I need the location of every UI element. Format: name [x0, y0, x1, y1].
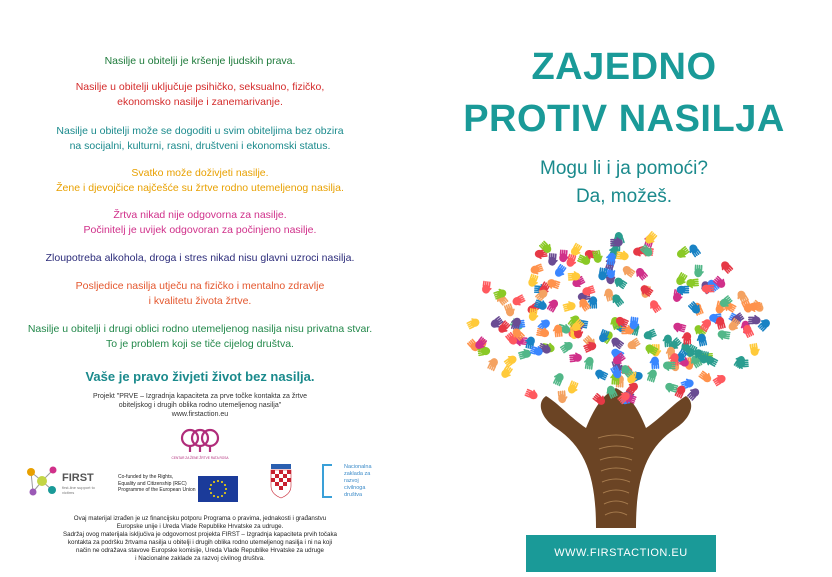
eu-funding-text: [118, 474, 200, 494]
logos-row: [0, 460, 416, 510]
question-text: Mogu li i ja pomoći?: [540, 158, 708, 179]
project-info: [60, 392, 340, 419]
statement-line: Nasilje u obitelji uključuje psihičko, seksualno, fizičko,: [75, 81, 325, 93]
nz-text-line: zaklada za: [344, 471, 371, 477]
eu-text-line: Equality and Citizenship (REC): [118, 480, 187, 487]
hand-print-icon: [649, 356, 660, 369]
rosa-logo: [170, 425, 230, 461]
hand-print-icon: [633, 266, 649, 282]
hand-print-icon: [551, 371, 565, 386]
statement-line: i kvalitetu života žrtve.: [148, 295, 252, 307]
hand-print-icon: [511, 294, 527, 308]
hand-print-icon: [502, 352, 518, 367]
hand-print-icon: [548, 253, 559, 266]
footer-disclaimer: [30, 515, 370, 563]
hand-print-icon: [565, 254, 578, 269]
footer-line: način ne odražava stavove Europske komisije, Ureda Vlade Republike Hrvatske za udruge: [76, 547, 324, 554]
project-line: Projekt "PRVE – Izgradnja kapaciteta za prve točke kontakta za žrtve: [92, 393, 308, 400]
hand-print-icon: [694, 264, 704, 277]
statement-line: Posljedice nasilja utječu na fizičko i mentalno zdravlje: [75, 280, 325, 292]
statement-line: Nasilje u obitelji može se dogoditi u svim obiteljima bez obzira: [56, 125, 344, 137]
nz-text-line: Nacionalna: [344, 464, 372, 470]
hand-print-icon: [686, 278, 699, 289]
footer-line: Sadržaj ovog materijala isključiva je odgovornost projekta FIRST – Izgradnja kapaciteta prvih točaka: [63, 531, 337, 538]
hand-print-icon: [583, 356, 594, 370]
hand-print-icon: [736, 359, 749, 370]
eu-flag-icon: [198, 476, 238, 502]
hand-print-icon: [569, 352, 582, 363]
hand-print-icon: [620, 264, 636, 279]
hand-print-icon: [698, 369, 714, 384]
title-line-1: ZAJEDNO: [531, 46, 717, 88]
hand-print-icon: [465, 316, 481, 330]
eu-text-line: Co-funded by the Rights,: [118, 474, 174, 480]
hand-print-icon: [626, 337, 642, 352]
statement-line: Žene i djevojčice najčešće su žrtve rodno utemeljenog nasilja.: [56, 182, 344, 194]
hand-print-icon: [672, 322, 687, 335]
statement-line: Zloupotreba alkohola, droga i stres nikad nisu glavni uzroci nasilja.: [45, 252, 355, 264]
statement-line: ekonomsko nasilje i zanemarivanje.: [117, 96, 283, 108]
hand-print-icon: [749, 342, 761, 356]
hand-print-icon: [686, 243, 701, 259]
statement-line: Žrtva nikad nije odgovorna za nasilje.: [113, 209, 287, 221]
statement: [0, 251, 400, 266]
hand-print-icon: [681, 332, 691, 345]
first-logo-tagline: first-line support to victims: [62, 485, 95, 495]
hand-print-icon: [482, 281, 493, 295]
hand-print-icon: [717, 330, 731, 342]
statement: [0, 80, 400, 110]
hand-print-icon: [645, 368, 658, 383]
statement: [0, 279, 400, 309]
hand-print-icon: [642, 328, 657, 342]
statement-line: Nasilje u obitelji je kršenje ljudskih prava.: [104, 55, 296, 67]
hand-print-icon: [553, 263, 568, 279]
hand-print-icon: [576, 297, 591, 313]
first-logo-name: FIRST: [62, 472, 94, 484]
croatia-coat-of-arms-icon: [268, 462, 294, 502]
statement-line: To je problem koji se tiče cijelog društva.: [106, 338, 294, 350]
hand-print-icon: [524, 387, 539, 401]
hand-print-icon: [559, 339, 575, 354]
nz-text-line: civilnoga: [344, 485, 366, 491]
statement: [0, 54, 400, 69]
statement-line: Počinitelj je uvijek odgovoran za počinjeno nasilje.: [83, 224, 317, 236]
statement: [0, 208, 400, 238]
nz-text-line: razvoj: [344, 478, 359, 484]
project-line: obiteljskog i drugih oblika rodno utemeljenog nasilja": [118, 402, 282, 409]
statement-line: Nasilje u obitelji i drugi oblici rodno utemeljenog nasilja nisu privatna stvar.: [27, 323, 373, 335]
hand-print-icon: [552, 324, 563, 337]
nz-text-line: društva: [344, 492, 363, 498]
hand-print-icon: [485, 356, 499, 371]
title-line-2: PROTIV NASILJA: [463, 98, 785, 140]
hand-print-icon: [748, 315, 761, 325]
hand-print-icon: [711, 372, 727, 387]
slogan: Vaše je pravo živjeti život bez nasilja.: [85, 369, 315, 384]
nz-logo-mark: [322, 464, 332, 498]
rosa-logo-text: CENTAR ZA ŽENE ŽRTVE RATA ROSA: [171, 456, 229, 460]
hand-print-icon: [557, 390, 568, 403]
hands-tree-illustration: [446, 228, 786, 528]
statement: [0, 124, 400, 154]
answer-text: Da, možeš.: [575, 186, 673, 207]
hand-print-icon: [562, 299, 577, 312]
tree-trunk: [541, 388, 691, 528]
hand-print-icon: [702, 284, 715, 294]
footer-line: Ovaj materijal izrađen je uz financijsku potporu Programa o pravima, jednakosti i građanstvu: [73, 515, 327, 522]
statement-line: na socijalni, kulturni, rasni, društveni i ekonomski status.: [69, 140, 331, 152]
hand-print-icon: [593, 368, 609, 382]
statement: [0, 166, 400, 196]
right-panel: [416, 0, 832, 577]
hand-print-icon: [567, 380, 581, 395]
hand-print-icon: [647, 299, 662, 315]
hand-print-icon: [500, 365, 515, 381]
hand-print-icon: [718, 260, 734, 276]
project-url[interactable]: www.firstaction.eu: [171, 411, 229, 418]
first-logo: [25, 464, 59, 498]
hand-print-icon: [695, 333, 707, 347]
website-url-bar[interactable]: WWW.FIRSTACTION.EU: [526, 535, 716, 572]
statement-line: Svatko može doživjeti nasilje.: [131, 167, 269, 179]
hand-print-icon: [567, 270, 580, 281]
hand-print-icon: [675, 246, 691, 261]
eu-text-line: Programme of the European Union: [118, 487, 196, 493]
statement: [0, 322, 400, 352]
footer-line: kontakta za podršku žrtvama nasilja u obitelji i drugih oblika rodno utemeljenog nasilja i ni na koji: [67, 539, 333, 546]
hand-print-icon: [528, 308, 539, 322]
footer-line: i Nacionalne zaklade za razvoj civilnog društva.: [135, 555, 265, 562]
hand-print-icon: [545, 297, 560, 313]
nz-logo-text: [344, 464, 372, 499]
footer-line: Europske unije i Ureda Vlade Republike Hrvatske za udruge.: [116, 523, 284, 530]
